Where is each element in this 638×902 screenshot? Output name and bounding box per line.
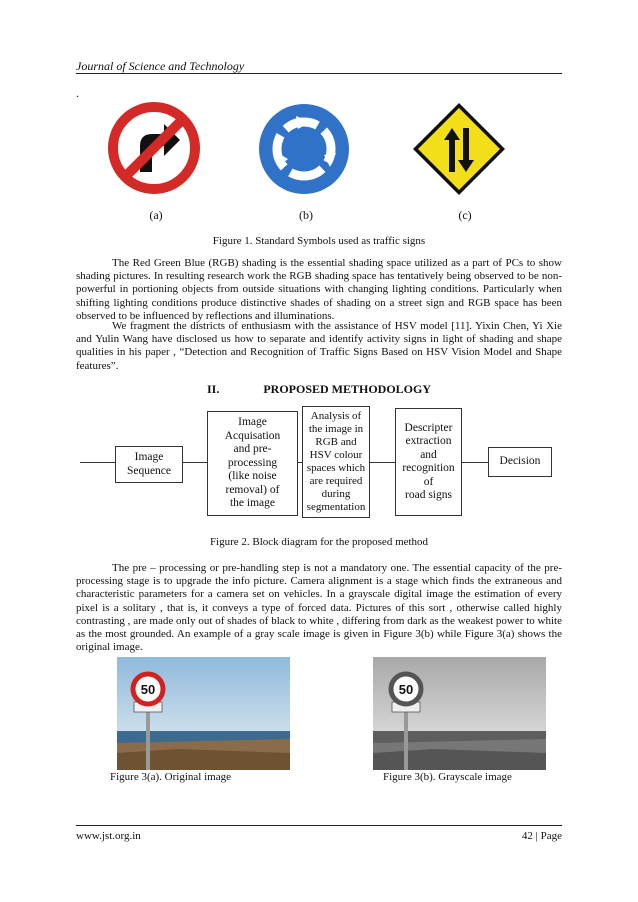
grayscale-road-sign-photo bbox=[373, 657, 546, 770]
sign-text-gray: 50 bbox=[398, 682, 414, 697]
block-recognition: Descripter extraction and recognition of road signs bbox=[395, 408, 462, 516]
roundabout-sign-icon bbox=[256, 101, 352, 197]
block-image-sequence: Image Sequence bbox=[115, 446, 183, 483]
figure2-caption: Figure 2. Block diagram for the proposed method bbox=[209, 536, 429, 548]
header-rule bbox=[76, 73, 562, 74]
footer-website: www.jst.org.in bbox=[76, 830, 141, 842]
diagram-connector bbox=[370, 462, 395, 463]
original-road-sign-photo bbox=[117, 657, 290, 770]
figure3b-caption: Figure 3(b). Grayscale image bbox=[383, 771, 512, 783]
paragraph-hsv: We fragment the districts of enthusiasm with the assistance of HSV model [11]. Yixin Chen, Yi Xie and Yulin Wang have disclosed us how to separate and identify activity signs in light of shading and shape qualities in his paper , “Detection and Recognition of Traffic Signs Based on HSV Vision Model and Shape features”. bbox=[76, 320, 562, 372]
diagram-connector bbox=[462, 462, 488, 463]
diagram-connector bbox=[80, 462, 115, 463]
block-decision: Decision bbox=[488, 447, 552, 477]
paragraph-rgb: The Red Green Blue (RGB) shading is the essential shading space utilized as a part of PCs to show shading pictures. In resulting research work the RGB shading space has tentatively being observed to be non-powerful in portioning objects from outside situations with changing lighting conditions. Particularly when shifting lighting conditions produce distinctive shades of shading on a street sign and RGB space has been observed to be influenced by reflections and illuminations. bbox=[76, 257, 562, 322]
figure1-label-b: (b) bbox=[299, 208, 313, 222]
footer-rule bbox=[76, 825, 562, 826]
two-way-traffic-sign-icon bbox=[410, 100, 508, 198]
block-analysis: Analysis of the image in RGB and HSV colour spaces which are required during segmentation bbox=[302, 406, 370, 518]
paragraph-preprocessing: The pre – processing or pre-handling step is not a mandatory one. The essential capacity of the pre-processing stage is to upgrade the info picture. Camera alignment is a stage which finds the extraneous and characteristic parameters for a camera set on vehicles. In a grayscale digital image the estimation of every pixel is a solitary , that is, it conveys a type of forced data. Pictures of this sort , otherwise called highly contrasting , are made only out of shades of black to white , differing from dark as the weakest power to white as the most grounded. An example of a gray scale image is given in Figure 3(b) while Figure 3(a) shows the original image. bbox=[76, 562, 562, 654]
section-heading bbox=[0, 382, 638, 397]
diagram-connector bbox=[183, 462, 207, 463]
section-title: PROPOSED METHODOLOGY bbox=[263, 382, 432, 396]
sign-text-color: 50 bbox=[140, 682, 156, 697]
figure3a-caption: Figure 3(a). Original image bbox=[110, 771, 231, 783]
section-number: II. bbox=[206, 382, 220, 396]
figure1-caption: Figure 1. Standard Symbols used as traffic signs bbox=[212, 235, 426, 247]
no-right-turn-sign-icon bbox=[106, 100, 202, 196]
stray-dot: . bbox=[76, 86, 79, 100]
figure1-label-a: (a) bbox=[149, 208, 163, 222]
figure1-label-c: (c) bbox=[458, 208, 472, 222]
page-number: 42 | Page bbox=[521, 830, 562, 842]
journal-title: Journal of Science and Technology bbox=[76, 59, 245, 73]
block-acquisition: Image Acquisation and pre- processing (like noise removal) of the image bbox=[207, 411, 298, 516]
